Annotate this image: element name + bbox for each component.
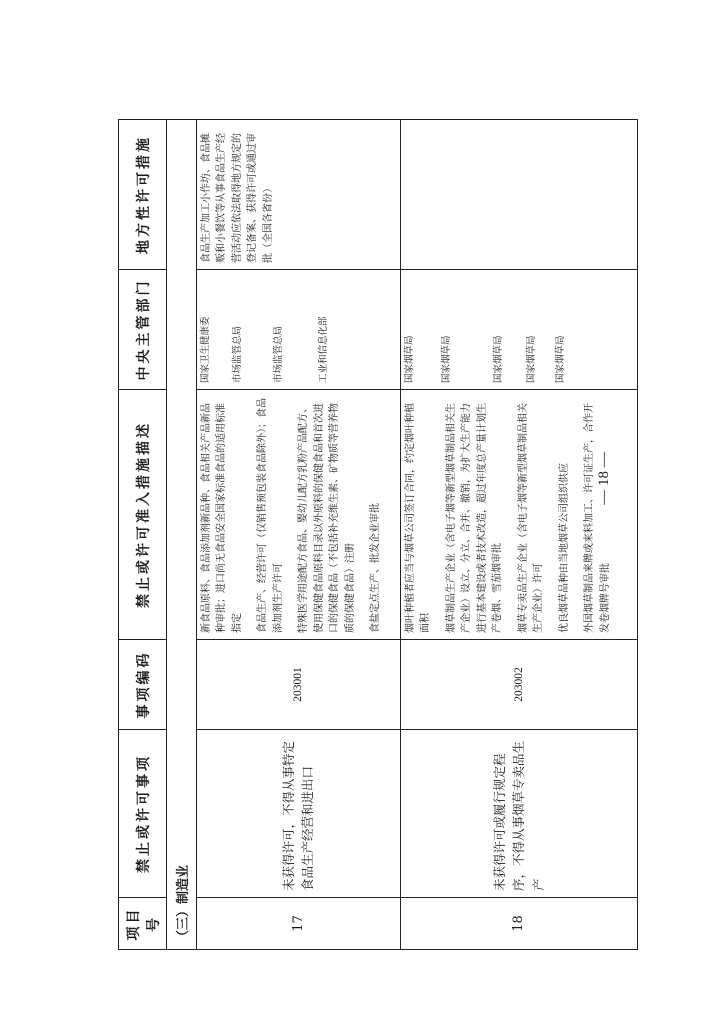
row-desc <box>400 390 637 640</box>
table-row <box>196 120 400 950</box>
table-header-row <box>119 120 167 950</box>
dept-line: 国家烟草局 <box>493 335 505 383</box>
dept-line: 国家卫生健康委 <box>199 316 211 383</box>
table-row <box>400 120 637 950</box>
desc-line: 特殊医学用途配方食品、婴幼儿配方乳粉产品配方、使用保健食品原料目录以外原料的保健食品和首次进口的保健食品（不包括补充维生素、矿物质等营养物质的保健食品）注册 <box>298 403 356 633</box>
row-code: 203001 <box>196 640 400 730</box>
dept-line: 国家烟草局 <box>440 335 452 383</box>
row-item: 未获得许可或履行规定程序，不得从事烟草专卖品生产 <box>400 730 637 898</box>
desc-line: 新食品原料、食品添加剂新品种、食品相关产品新品种审批；进口尚无食品安全国家标准食品的适用标准指定 <box>200 403 243 633</box>
section-title: （三）制造业 <box>167 120 197 950</box>
desc-line: 烟叶种植者应当与烟草公司签订合同，约定烟叶种植面积 <box>404 403 432 633</box>
dept-line: 国家烟草局 <box>554 335 566 383</box>
desc-line: 优良烟草品种由当地烟草公司组织供应 <box>558 463 570 633</box>
desc-line: 食盐定点生产、批发企业审批 <box>370 503 382 633</box>
header-code: 事项编码 <box>119 640 167 730</box>
header-local: 地方性许可措施 <box>119 120 167 270</box>
desc-line: 烟草专卖品生产企业（含电子烟等新型烟草制品相关生产企业）许可 <box>517 403 545 633</box>
row-num: 17 <box>196 898 400 950</box>
row-code: 203002 <box>400 640 637 730</box>
desc-line: 食品生产、经营许可（仅销售预包装食品除外）；食品添加剂生产许可 <box>257 398 284 633</box>
row-num: 18 <box>400 898 637 950</box>
header-item: 禁止或许可事项 <box>119 730 167 898</box>
row-local <box>400 120 637 270</box>
row-desc <box>196 390 400 640</box>
section-row <box>167 120 197 950</box>
header-num: 项目号 <box>119 898 167 950</box>
rotated-page <box>118 120 638 950</box>
dept-line: 市场监管总局 <box>273 325 285 383</box>
row-dept <box>196 270 400 390</box>
desc-line: 烟草制品生产企业（含电子烟等新型烟草制品相关生产企业）设立、分立、合并、撤销，为扩大生产能力进行基本建设或者技术改造，超过年度总产量计划生产卷烟、雪茄烟审批 <box>445 403 504 633</box>
local-text: 食品生产加工小作坊、食品摊贩和小餐饮等从事食品生产经营活动应依法取得地方规定的登记备案、获得许可或通过审批（全国各省份） <box>200 133 274 263</box>
dept-line: 工业和信息化部 <box>317 316 329 383</box>
header-desc: 禁止或许可准入措施描述 <box>119 390 167 640</box>
header-dept: 中央主管部门 <box>119 270 167 390</box>
dept-line: 市场监管总局 <box>232 325 244 383</box>
row-dept <box>400 270 637 390</box>
row-item: 未获得许可，不得从事特定食品生产经营和进出口 <box>196 730 400 898</box>
page-number: — 18 — <box>595 452 612 505</box>
permit-table <box>118 119 638 950</box>
dept-line: 国家烟草局 <box>526 335 538 383</box>
desc-line: 外国烟草制品来牌或来料加工、许可证生产，合作开发卷烟牌号审批 <box>584 403 611 633</box>
row-local <box>196 120 400 270</box>
dept-line: 国家烟草局 <box>403 335 415 383</box>
